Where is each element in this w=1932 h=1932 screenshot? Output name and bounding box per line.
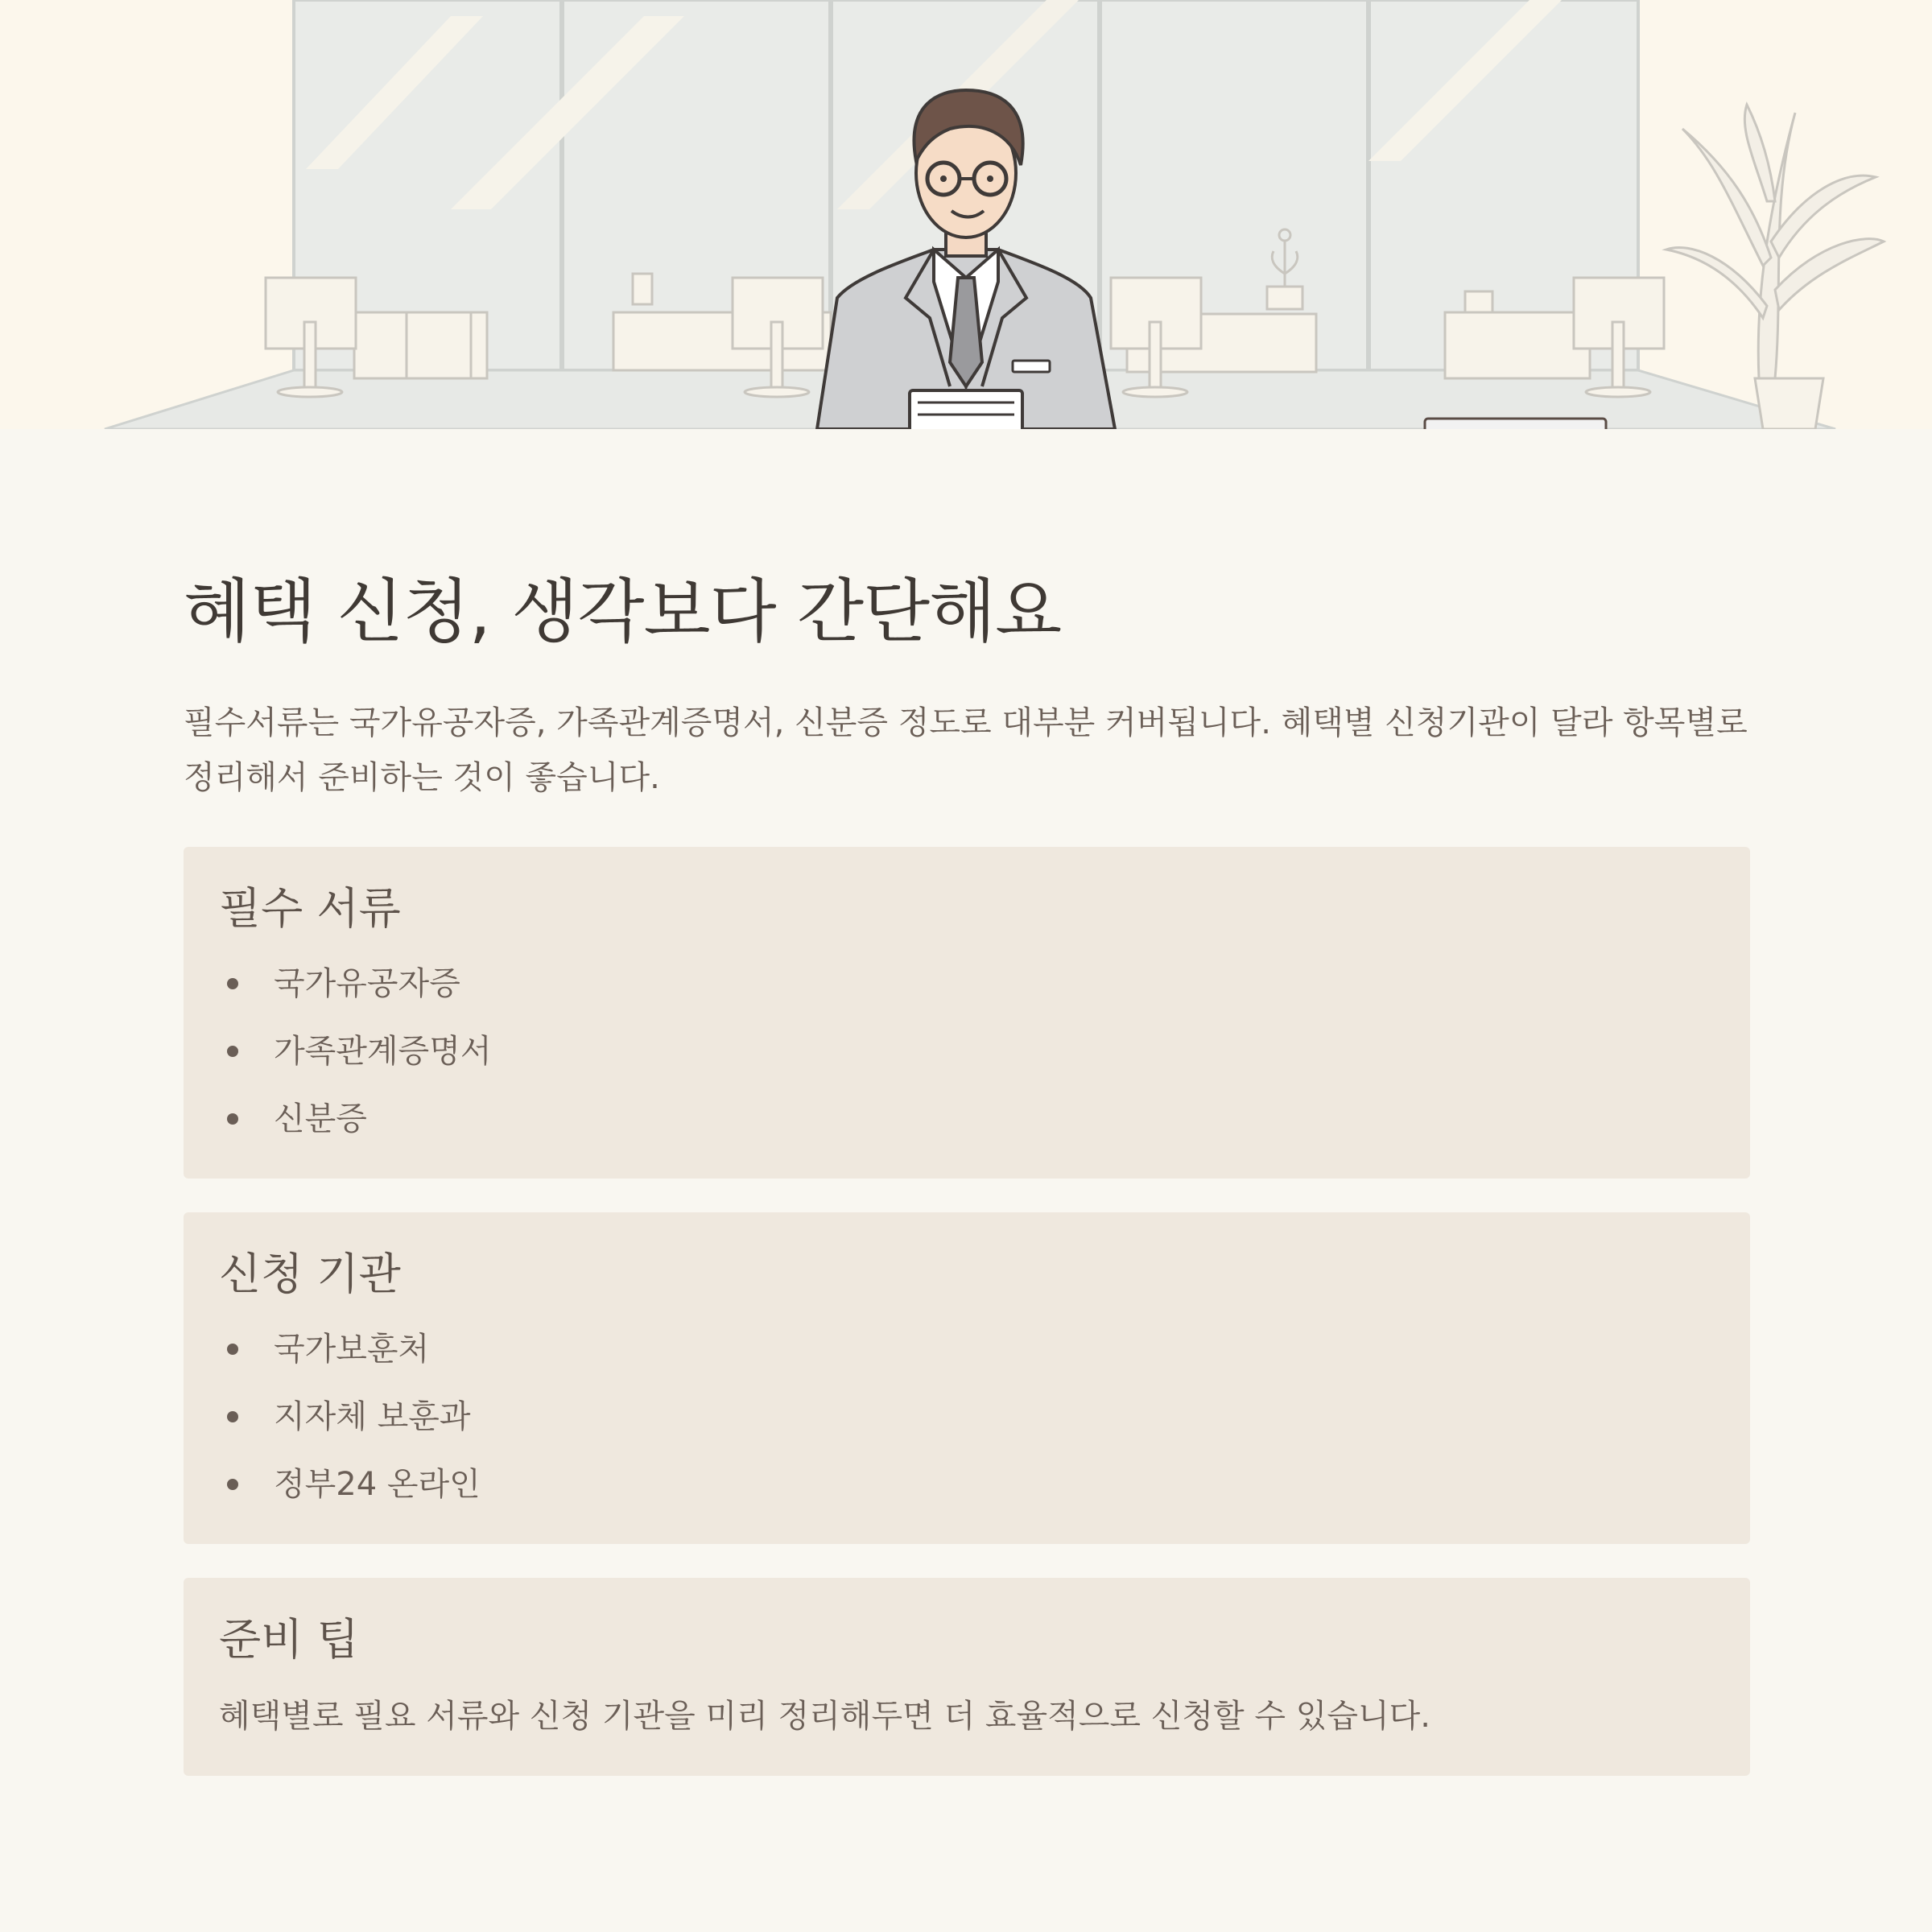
list-item <box>219 1315 1715 1383</box>
bullet-icon <box>227 1046 238 1057</box>
list-item-label: 신분증 <box>274 1100 367 1137</box>
bullet-icon <box>227 1479 238 1490</box>
page-title: 혜택 신청, 생각보다 간단해요 <box>184 572 1062 652</box>
list-item <box>219 1018 1715 1085</box>
office-scene-image <box>0 0 1932 429</box>
bullet-icon <box>227 1113 238 1125</box>
card-title: 준비 팁 <box>219 1614 359 1665</box>
list-item-label: 가족관계증명서 <box>274 1033 492 1070</box>
documents-list <box>219 950 1715 1153</box>
list-item-label: 국가보훈처 <box>274 1331 430 1368</box>
agencies-card <box>184 1212 1750 1544</box>
agencies-list <box>219 1315 1715 1518</box>
list-item <box>219 1085 1715 1153</box>
list-item <box>219 1383 1715 1451</box>
bullet-icon <box>227 1411 238 1422</box>
list-item <box>219 1451 1715 1518</box>
main-content <box>184 564 1750 1776</box>
card-title: 필수 서류 <box>219 883 401 934</box>
list-item <box>219 950 1715 1018</box>
hero-illustration <box>0 0 1932 429</box>
bullet-icon <box>227 978 238 989</box>
preparation-tip-card <box>184 1578 1750 1776</box>
list-item-label: 정부24 온라인 <box>274 1466 481 1503</box>
list-item-label: 지자체 보훈과 <box>274 1398 471 1435</box>
intro-text: 필수서류는 국가유공자증, 가족관계증명서, 신분증 정도로 대부분 커버됩니다. 혜택별 신청기관이 달라 항목별로 정리해서 준비하는 것이 좋습니다. <box>184 704 1748 796</box>
tip-text: 혜택별로 필요 서류와 신청 기관을 미리 정리해두면 더 효율적으로 신청할 수 있습니다. <box>219 1698 1430 1735</box>
required-documents-card <box>184 847 1750 1179</box>
bullet-icon <box>227 1344 238 1355</box>
card-title: 신청 기관 <box>219 1249 401 1299</box>
list-item-label: 국가유공자증 <box>274 965 460 1002</box>
